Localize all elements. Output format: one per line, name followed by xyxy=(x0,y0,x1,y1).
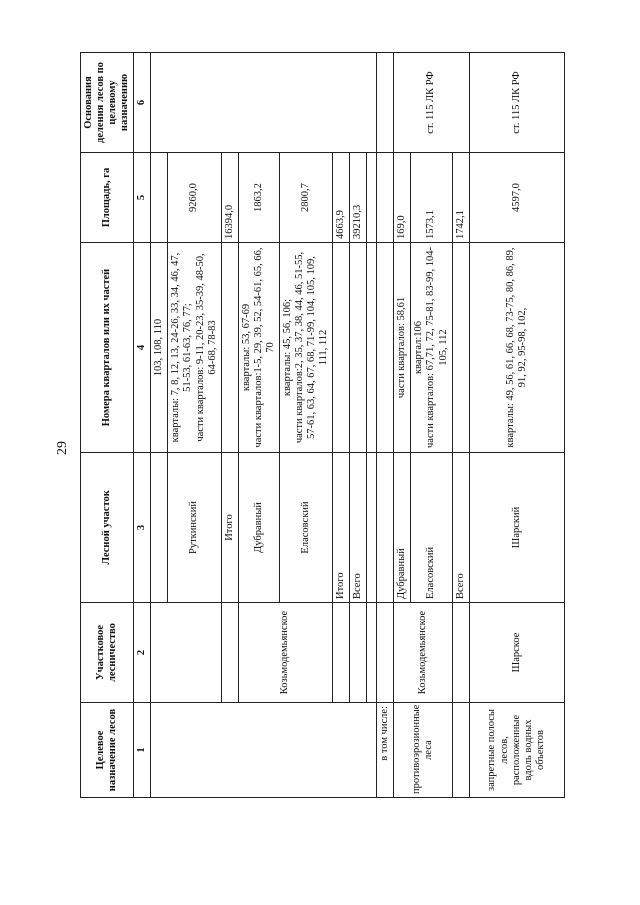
cell-empty xyxy=(333,603,350,703)
cell-empty xyxy=(367,453,377,603)
cell-empty xyxy=(151,53,377,153)
cell-area: 4597,0 xyxy=(469,153,564,243)
header-row xyxy=(81,53,134,798)
column-number-row xyxy=(134,53,151,798)
header-purpose: Целевое назначение лесов xyxy=(81,703,134,798)
cell-area: 16394,0 xyxy=(221,153,238,243)
cell-empty xyxy=(350,603,367,703)
cell-empty xyxy=(452,603,469,703)
quarters-line: кварталы: 7, 8, 12, 13, 24-26, 33, 34, 46, 47, 51-53, 61-63, 76, 77; xyxy=(170,252,194,443)
cell-plot: Руткинский xyxy=(168,453,221,603)
quarters-line: кварталы: 53, 67-69 xyxy=(240,303,252,392)
quarters-line: части кварталов: 67,71, 72, 75-81, 83-99, 104-105, 112 xyxy=(425,247,449,448)
cell-area: 1573,1 xyxy=(411,153,452,243)
quarters-line: части кварталов:1-5, 29, 39, 52, 54-61, 65, 66, 70 xyxy=(252,247,276,448)
cell-plot: Итого xyxy=(333,453,350,603)
cell-empty xyxy=(377,603,394,703)
cell-area: 169,0 xyxy=(394,153,411,243)
cell-purpose: запретные полосы лесов, расположенные вдоль водных объектов xyxy=(469,703,564,798)
col-number: 6 xyxy=(134,53,151,153)
cell-area: 4663,9 xyxy=(333,153,350,243)
table-row xyxy=(350,53,367,798)
quarters-line: квартал:106 xyxy=(413,320,425,375)
cell-district: Козьмодемьянское xyxy=(238,603,332,703)
cell-empty xyxy=(221,243,238,453)
cell-plot: Дубравный xyxy=(394,453,411,603)
col-number: 3 xyxy=(134,453,151,603)
cell-plot: Всего xyxy=(350,453,367,603)
cell-district: Козьмодемьянское xyxy=(394,603,452,703)
table-row xyxy=(151,53,168,798)
cell-area: 39210,3 xyxy=(350,153,367,243)
cell-quarters xyxy=(238,243,279,453)
table-row xyxy=(238,53,279,798)
col-number: 4 xyxy=(134,243,151,453)
table-row xyxy=(333,53,350,798)
cell-empty xyxy=(333,243,350,453)
table-row xyxy=(452,53,469,798)
cell-empty xyxy=(452,243,469,453)
quarters-line: кварталы: 45, 56, 106; xyxy=(281,298,293,397)
cell-plot: Еласовский xyxy=(279,453,332,603)
cell-purpose: в том числе: xyxy=(377,703,394,798)
header-basis: Основания деления лесов по целевому назначению xyxy=(81,53,134,153)
cell-empty xyxy=(377,453,394,603)
header-area: Площадь, га xyxy=(81,153,134,243)
cell-area: 2800,7 xyxy=(279,153,332,243)
cell-quarters xyxy=(411,243,452,453)
cell-empty xyxy=(367,243,377,453)
cell-empty xyxy=(221,603,238,703)
cell-empty xyxy=(377,153,394,243)
cell-district: Шарское xyxy=(469,603,564,703)
header-plot: Лесной участок xyxy=(81,453,134,603)
cell-quarters: части кварталов: 58,61 xyxy=(394,243,411,453)
table-row xyxy=(394,53,411,798)
cell-empty xyxy=(452,703,469,798)
table-row xyxy=(469,53,564,798)
cell-empty xyxy=(367,603,377,703)
cell-purpose: противоэрозионные леса xyxy=(394,703,452,798)
cell-area: 1742,1 xyxy=(452,153,469,243)
cell-quarters: 103, 108, 110 xyxy=(151,243,168,453)
table-row xyxy=(367,53,377,798)
cell-quarters: кварталы: 49, 56, 61, 66, 68, 73-75, 80, 86, 89, 91, 92, 95-98, 102, xyxy=(469,243,564,453)
cell-basis: ст. 115 ЛК РФ xyxy=(469,53,564,153)
cell-quarters xyxy=(168,243,221,453)
cell-area: 1863,2 xyxy=(238,153,279,243)
forest-allocation-table xyxy=(80,53,546,798)
cell-empty xyxy=(377,53,394,153)
cell-area: 9260,0 xyxy=(168,153,221,243)
col-number: 5 xyxy=(134,153,151,243)
table-row xyxy=(377,53,394,798)
cell-empty xyxy=(151,453,168,603)
cell-empty xyxy=(151,703,377,798)
table-row xyxy=(221,53,238,798)
cell-plot: Дубравный xyxy=(238,453,279,603)
cell-plot: Шарский xyxy=(469,453,564,603)
header-district: Участковое лесничество xyxy=(81,603,134,703)
col-number: 2 xyxy=(134,603,151,703)
cell-empty xyxy=(367,153,377,243)
quarters-line: части кварталов: 9-11, 20-23, 35-39, 48-50, 64-68, 78-83 xyxy=(194,253,218,442)
cell-quarters xyxy=(279,243,332,453)
cell-empty xyxy=(377,243,394,453)
cell-basis: ст. 115 ЛК РФ xyxy=(394,53,469,153)
page-number: 29 xyxy=(55,441,70,455)
cell-plot: Еласовский xyxy=(411,453,452,603)
header-quarters: Номера кварталов или их частей xyxy=(81,243,134,453)
cell-plot: Итого xyxy=(221,453,238,603)
cell-empty xyxy=(151,603,221,703)
cell-plot: Всего xyxy=(452,453,469,603)
col-number: 1 xyxy=(134,703,151,798)
cell-empty xyxy=(350,243,367,453)
cell-empty xyxy=(151,153,168,243)
quarters-line: части кварталов:2, 35, 37, 38, 44, 46, 51-55, 57-61, 63, 64, 67, 68, 71-99, 104, 105, 109, 111, 112 xyxy=(293,251,330,444)
